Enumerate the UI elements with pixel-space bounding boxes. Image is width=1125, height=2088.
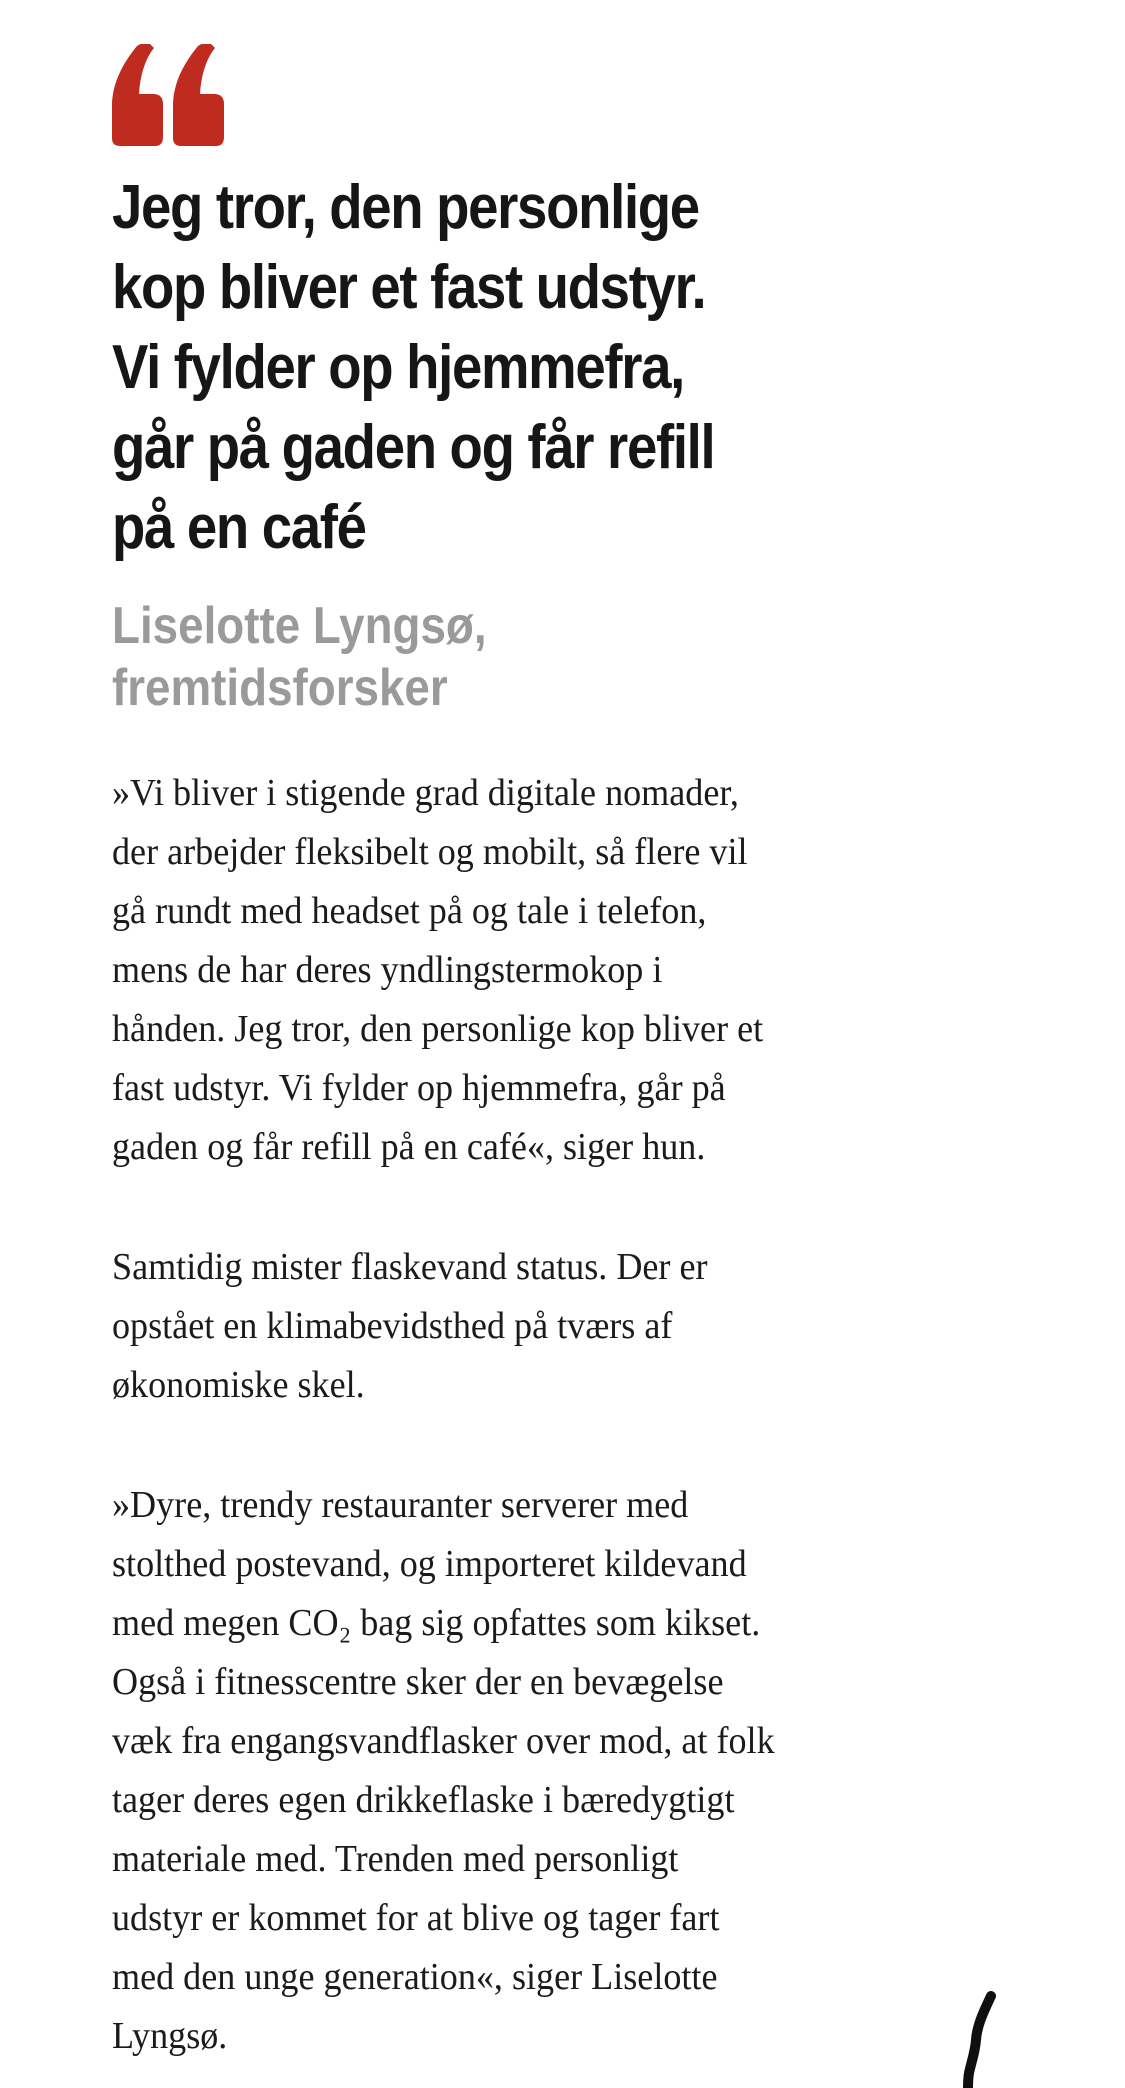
- signature-stroke: [935, 1985, 1025, 2088]
- opening-double-quote-icon: [111, 44, 224, 146]
- attribution: [112, 595, 538, 719]
- attribution-role: fremtidsforsker: [112, 659, 448, 717]
- body-line: væk fra engangsvandflasker over mod, at folk: [112, 1720, 775, 1762]
- body-line: økonomiske skel.: [112, 1364, 365, 1406]
- body-line: stolthed postevand, og importeret kildevand: [112, 1543, 747, 1585]
- body-line: »Dyre, trendy restauranter serverer med: [112, 1484, 689, 1526]
- body-line: med megen CO₂ bag sig opfattes som kikset.: [112, 1602, 761, 1644]
- body-line: Samtidig mister flaskevand status. Der er: [112, 1246, 708, 1288]
- body-line: med den unge generation«, siger Liselotte: [112, 1956, 718, 1998]
- pull-quote-headline: [112, 168, 796, 568]
- headline-line: går på gaden og får refill: [112, 413, 715, 482]
- body-line: der arbejder fleksibelt og mobilt, så flere vil: [112, 831, 748, 873]
- body-line: hånden. Jeg tror, den personlige kop bliver et: [112, 1008, 764, 1050]
- paragraph: [112, 764, 1072, 1177]
- headline-line: Jeg tror, den personlige: [112, 173, 699, 242]
- article-body: [112, 764, 1072, 2088]
- headline-line: Vi fylder op hjemmefra,: [112, 333, 685, 402]
- attribution-name: Liselotte Lyngsø,: [112, 597, 487, 655]
- headline-line: kop bliver et fast udstyr.: [112, 253, 706, 322]
- body-line: gå rundt med headset på og tale i telefon,: [112, 890, 707, 932]
- body-line: gaden og får refill på en café«, siger hun.: [112, 1126, 706, 1168]
- body-line: mens de har deres yndlingstermokop i: [112, 949, 663, 991]
- headline-line: på en café: [112, 493, 366, 562]
- body-line: opstået en klimabevidsthed på tværs af: [112, 1305, 673, 1347]
- paragraph: [112, 1238, 1072, 1415]
- body-line: »Vi bliver i stigende grad digitale nomader,: [112, 772, 739, 814]
- paragraph: [112, 1476, 1072, 2066]
- body-line: Lyngsø.: [112, 2015, 228, 2057]
- body-line: materiale med. Trenden med personligt: [112, 1838, 679, 1880]
- body-line: tager deres egen drikkeflaske i bæredygtigt: [112, 1779, 735, 1821]
- body-line: udstyr er kommet for at blive og tager fart: [112, 1897, 720, 1939]
- body-line: fast udstyr. Vi fylder op hjemmefra, går på: [112, 1067, 726, 1109]
- body-line: Også i fitnesscentre sker der en bevægelse: [112, 1661, 724, 1703]
